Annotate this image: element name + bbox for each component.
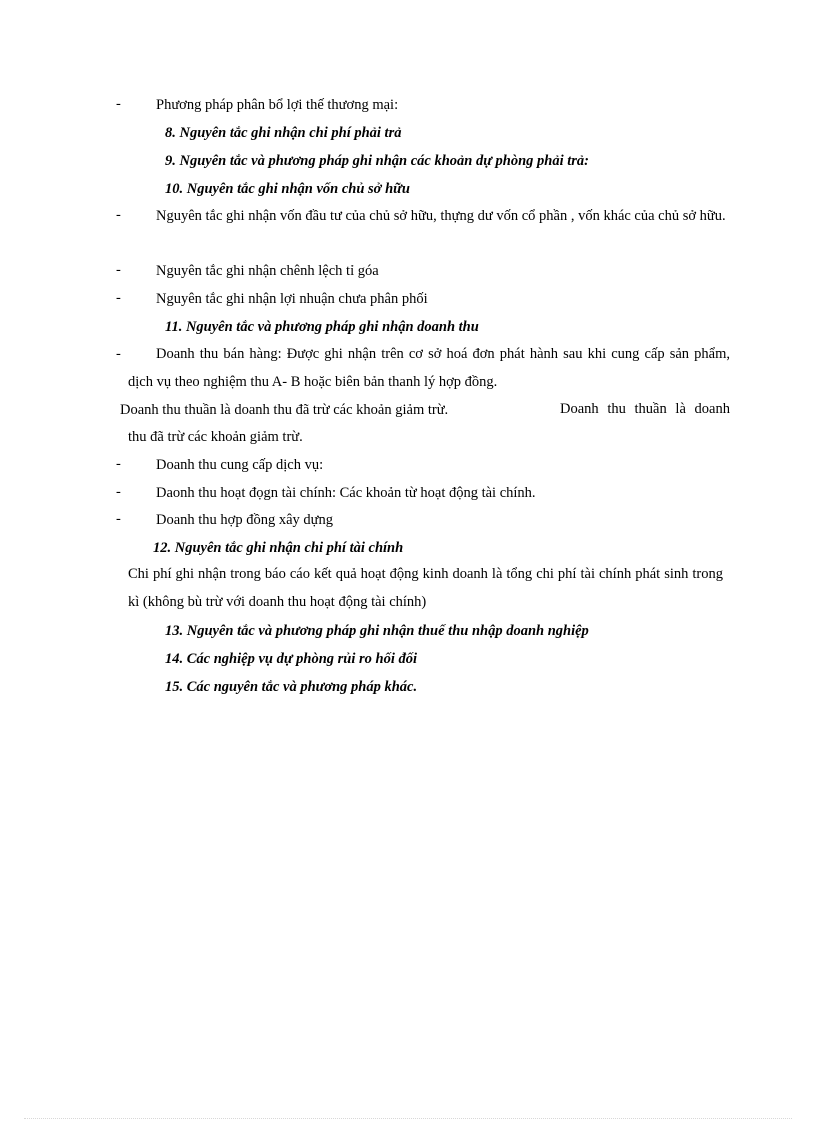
bullet-text-service-revenue: Doanh thu cung cấp dịch vụ: <box>156 457 324 473</box>
bullet-text-construction-revenue: Doanh thu hợp đồng xây dựng <box>156 512 334 528</box>
heading-9: 9. Nguyên tắc và phương pháp ghi nhận các khoản dự phòng phải trả: <box>165 153 589 169</box>
bullet-dash: - <box>116 346 121 362</box>
net-revenue-text: Doanh thu thuần là doanh thu đã trừ các khoản giảm trừ. <box>120 402 449 418</box>
heading-15: 15. Các nguyên tắc và phương pháp khác. <box>165 679 418 695</box>
bullet-text-exchange-difference: Nguyên tắc ghi nhận chênh lệch tỉ góa <box>156 263 379 279</box>
bullet-dash: - <box>116 262 121 278</box>
bullet-text-sales-revenue: Doanh thu bán hàng: Được ghi nhận trên cơ sở hoá đơn phát hành sau khi cung cấp sản phẩm, dịch vụ theo nghiệm thu A- B hoặc biên bản thanh lý hợp đồng. <box>128 346 730 390</box>
bullet-dash: - <box>116 96 121 112</box>
heading-14: 14. Các nghiệp vụ dự phòng rủi ro hối đối <box>165 651 418 667</box>
bullet-dash: - <box>116 484 121 500</box>
bullet-text-retained-earnings: Nguyên tắc ghi nhận lợi nhuận chưa phân phối <box>156 291 428 307</box>
bullet-text-goodwill: Phương pháp phân bổ lợi thế thương mại: <box>156 97 399 113</box>
bullet-dash: - <box>116 456 121 472</box>
bullet-dash: - <box>116 511 121 527</box>
heading-10: 10. Nguyên tắc ghi nhận vốn chủ sở hữu <box>165 181 410 197</box>
heading-8: 8. Nguyên tắc ghi nhận chi phí phải trả <box>165 125 402 141</box>
paragraph-financial-expense: Chi phí ghi nhận trong báo cáo kết quả hoạt động kinh doanh là tổng chi phí tài chính phát sinh trong kì (không bù trừ với doanh thu hoạt động tài chính) <box>128 566 723 610</box>
heading-12: 12. Nguyên tắc ghi nhận chi phí tài chính <box>153 540 404 556</box>
net-revenue-text-repeat: Doanh thu thuần là doanh thu đã trừ các khoản giảm trừ. <box>128 401 730 445</box>
bullet-dash: - <box>116 207 121 223</box>
heading-11: 11. Nguyên tắc và phương pháp ghi nhận doanh thu <box>165 319 479 335</box>
bullet-text-owner-capital: Nguyên tắc ghi nhận vốn đầu tư của chủ sở hữu, thựng dư vốn cổ phần , vốn khác của chủ sở hữu. <box>156 208 726 224</box>
page-bottom-border <box>24 1118 792 1119</box>
bullet-dash: - <box>116 290 121 306</box>
heading-13: 13. Nguyên tắc và phương pháp ghi nhận thuế thu nhập doanh nghiệp <box>165 623 589 639</box>
bullet-text-financial-revenue: Daonh thu hoạt đọgn tài chính: Các khoản từ hoạt động tài chính. <box>156 485 536 501</box>
